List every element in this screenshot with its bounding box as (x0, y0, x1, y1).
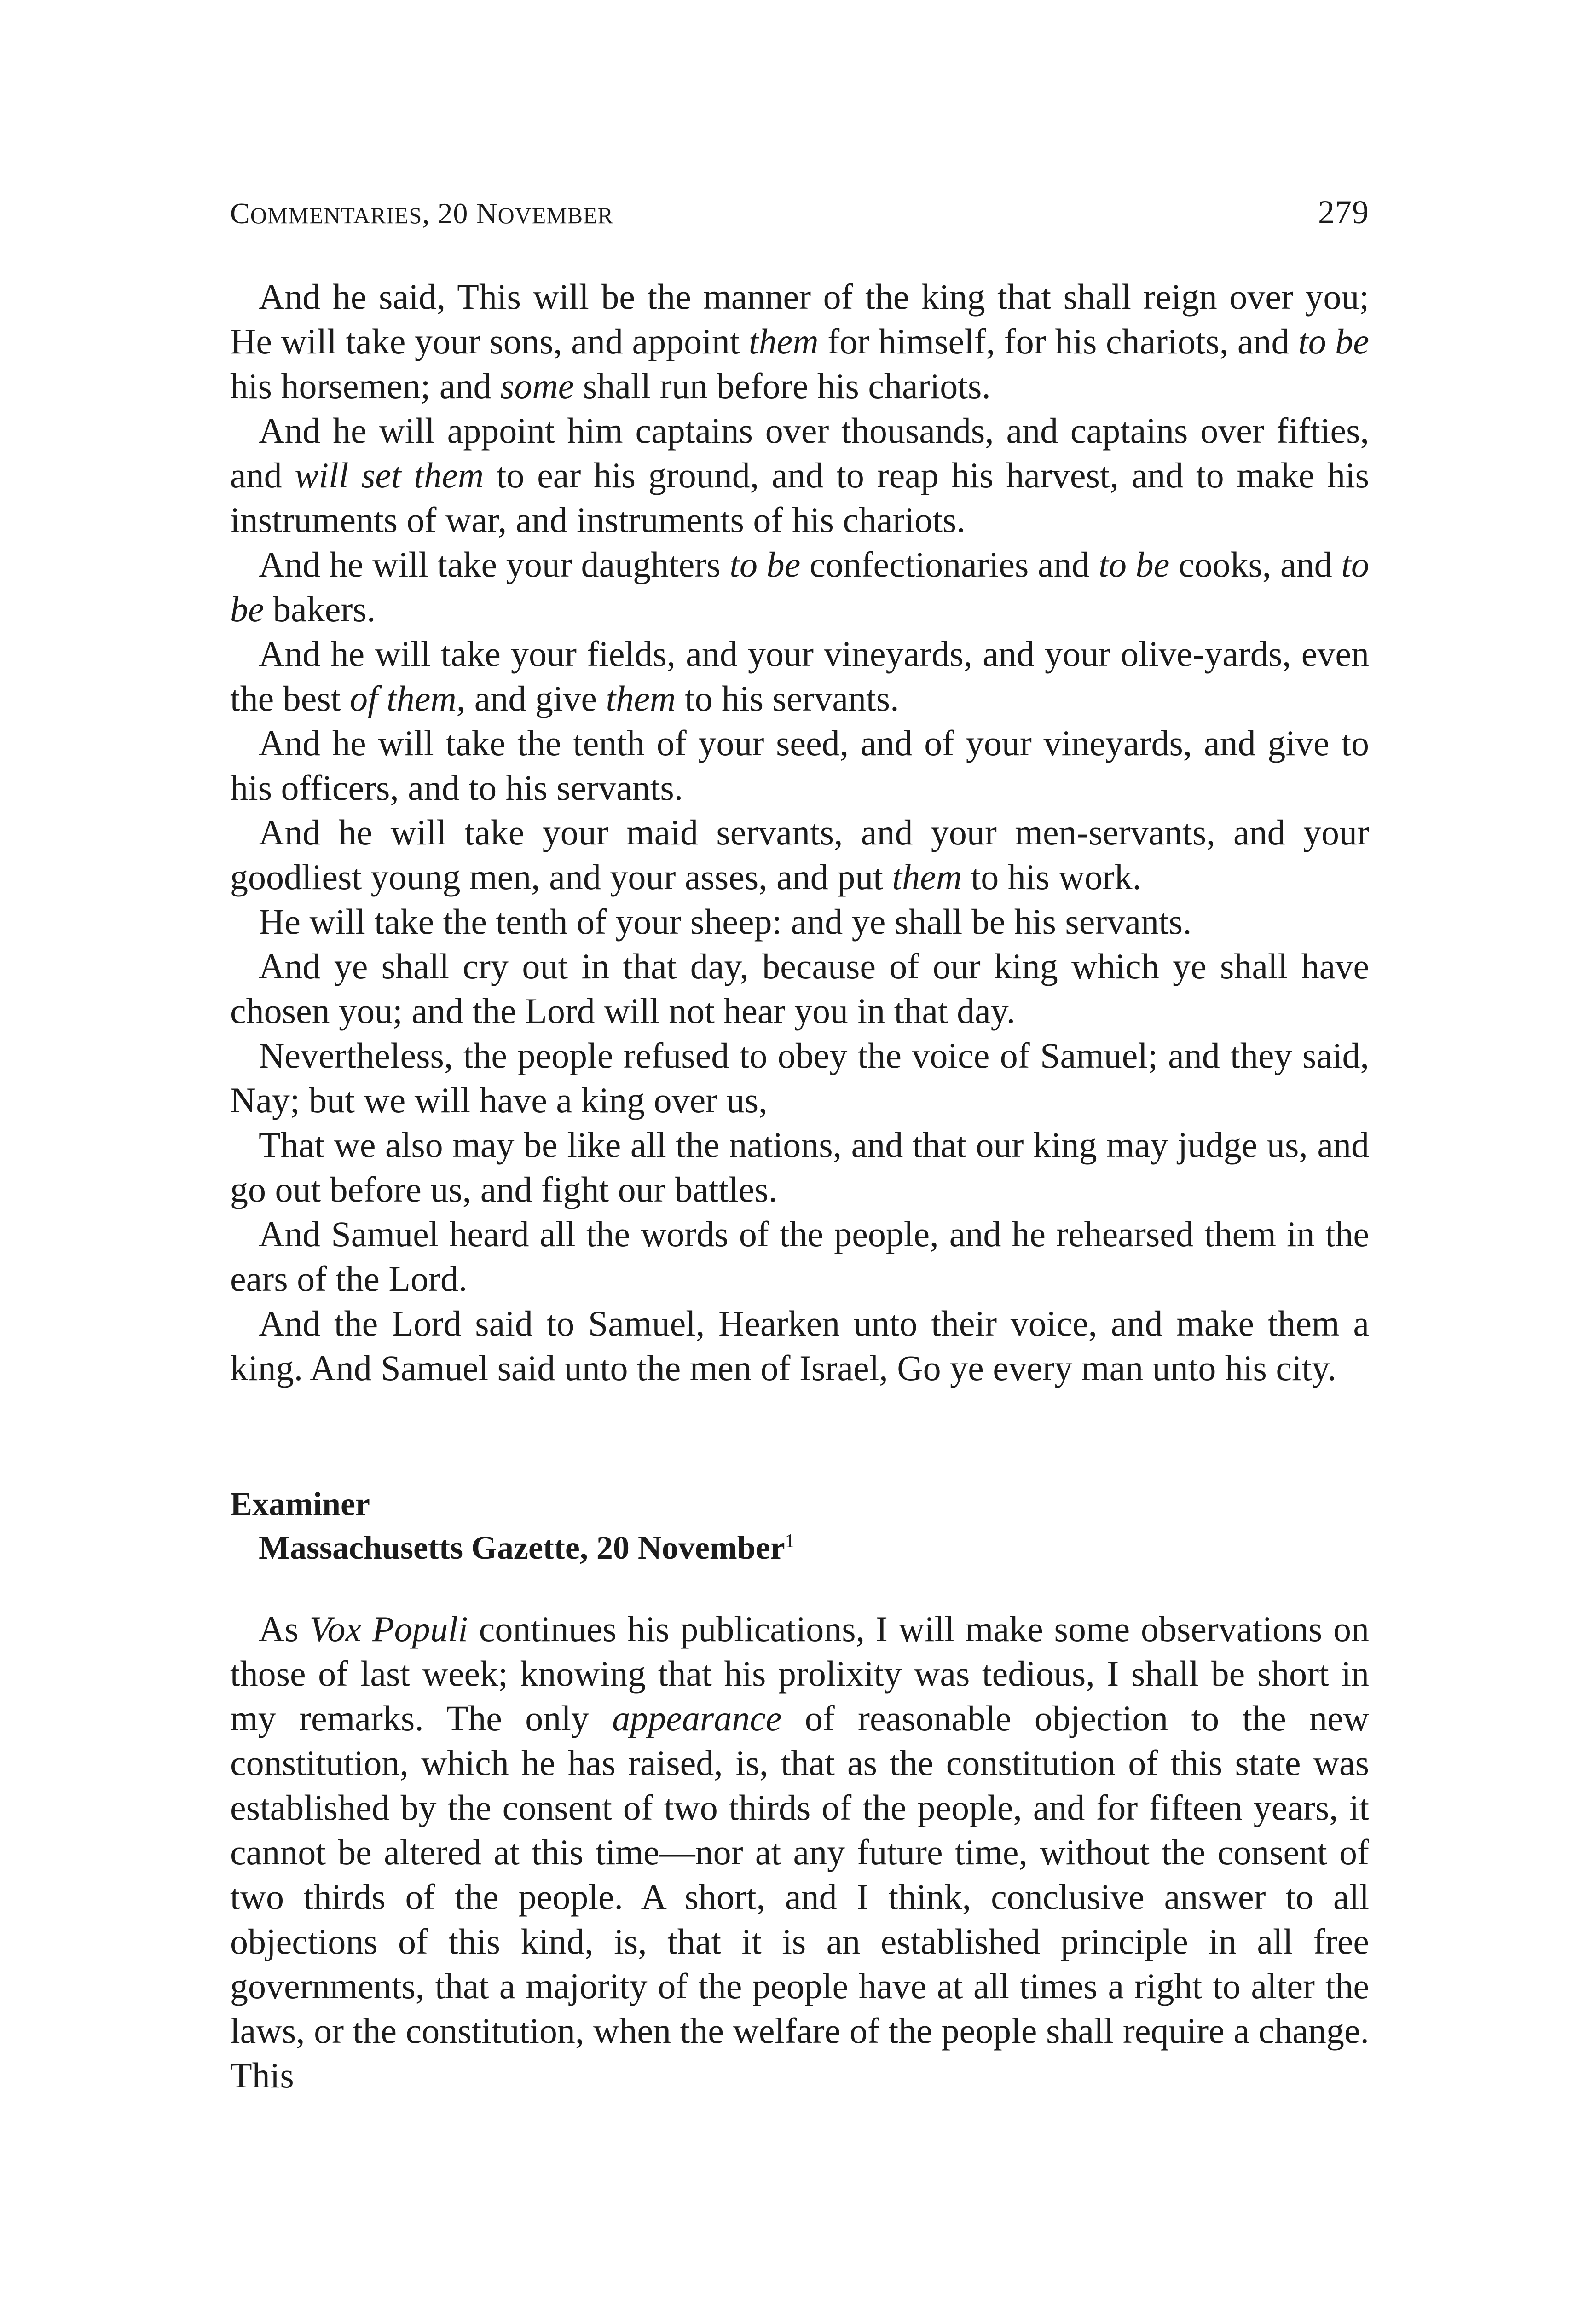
text-run: And the Lord said to Samuel, Hearken unto their voice, and make them a king. And Samuel said unto the men of Israel, Go ye every man unto his city. (230, 1303, 1369, 1388)
italic-text: them (892, 857, 962, 897)
article-body (230, 1607, 1369, 2098)
verse-paragraph (230, 274, 1369, 408)
text-run: And Samuel heard all the words of the people, and he rehearsed them in the ears of the Lord. (230, 1214, 1369, 1299)
text-run: and give (465, 678, 606, 718)
text-run: for himself, for his chariots, and (818, 321, 1299, 361)
text-run: to ear his ground, and to reap his harvest, and to make his instruments of war, and instruments of his chariots. (230, 455, 1369, 540)
italic-text: of them, (349, 678, 466, 718)
article-source-text: Massachusetts Gazette, 20 November (259, 1529, 785, 1566)
italic-text: to be (1099, 544, 1170, 584)
text-run: And he said, This will be the manner of the king that shall reign over you; He will take your sons, and appoint (230, 277, 1369, 361)
text-run: That we also may be like all the nations, and that our king may judge us, and go out before us, and fight our battles. (230, 1125, 1369, 1209)
verse-paragraph (230, 810, 1369, 899)
article-paragraph (230, 1607, 1369, 2098)
running-head (230, 193, 1369, 237)
italic-text: Vox Populi (309, 1609, 468, 1649)
text-run: And he will appoint him captains over thousands, and captains over fifties, and (230, 410, 1369, 495)
italic-text: some (500, 366, 574, 406)
verse-paragraph (230, 1301, 1369, 1390)
verse-paragraph (230, 1212, 1369, 1301)
text-run: cooks, and (1169, 544, 1342, 584)
text-run: shall run before his chariots. (574, 366, 991, 406)
text-run: confectionaries and (800, 544, 1099, 584)
italic-text: appearance (612, 1698, 782, 1738)
text-run: bakers. (264, 589, 376, 629)
running-head-title: COMMENTARIES, 20 NOVEMBER (230, 197, 614, 230)
verse-paragraph (230, 899, 1369, 944)
article-source (230, 1526, 1369, 1570)
scripture-passage (230, 274, 1369, 1390)
footnote-marker: 1 (785, 1531, 795, 1552)
verse-paragraph (230, 631, 1369, 721)
verse-paragraph (230, 1122, 1369, 1212)
article-heading (230, 1482, 1369, 1570)
document-page (230, 193, 1369, 2098)
text-run: continues his publications, I will make some observations on those of last week; knowing that his prolixity was tedious, I shall be short in my remarks. The only (230, 1609, 1370, 1738)
text-run: And he will take the tenth of your seed, and of your vineyards, and give to his officers, and to his servants. (230, 723, 1369, 808)
text-run: Nevertheless, the people refused to obey the voice of Samuel; and they said, Nay; but we will have a king over us, (230, 1035, 1369, 1120)
text-run: And he will take your daughters (259, 544, 730, 584)
italic-text: to be (1298, 321, 1370, 361)
verse-paragraph (230, 1033, 1369, 1122)
text-run: And ye shall cry out in that day, because of our king which ye shall have chosen you; and the Lord will not hear you in that day. (230, 946, 1369, 1031)
verse-paragraph (230, 408, 1369, 542)
text-run: his horsemen; and (230, 366, 501, 406)
page-number: 279 (1318, 194, 1369, 231)
italic-text: to be (729, 544, 801, 584)
verse-paragraph (230, 721, 1369, 810)
text-run: to his work. (962, 857, 1142, 897)
text-run: And he will take your maid servants, and your men-servants, and your goodliest young men, and your asses, and put (230, 812, 1369, 897)
italic-text: them (606, 678, 676, 718)
text-run: And he will take your fields, and your vineyards, and your olive-yards, even the best (230, 634, 1369, 718)
article-title: Examiner (230, 1486, 370, 1522)
text-run: to his servants. (676, 678, 899, 718)
verse-paragraph (230, 944, 1369, 1033)
italic-text: them (749, 321, 819, 361)
text-run: As (259, 1609, 310, 1649)
verse-paragraph (230, 542, 1369, 631)
italic-text: will set them (295, 455, 484, 495)
text-run: He will take the tenth of your sheep: and ye shall be his servants. (259, 902, 1192, 942)
text-run: of reasonable objection to the new constitution, which he has raised, is, that as the constitution of this state was established by the consent of two thirds of the people, and for fifteen years, it cannot be altered at this time—nor at any future time, without the consent of two thirds of the people. A short, and I think, conclusive answer to all objections of this kind, is, that it is an established principle in all free governments, that a majority of the people have at all times a right to alter the laws, or the constitution, when the welfare of the people shall require a change. This (230, 1698, 1369, 2095)
italic-text: to be (230, 544, 1369, 629)
